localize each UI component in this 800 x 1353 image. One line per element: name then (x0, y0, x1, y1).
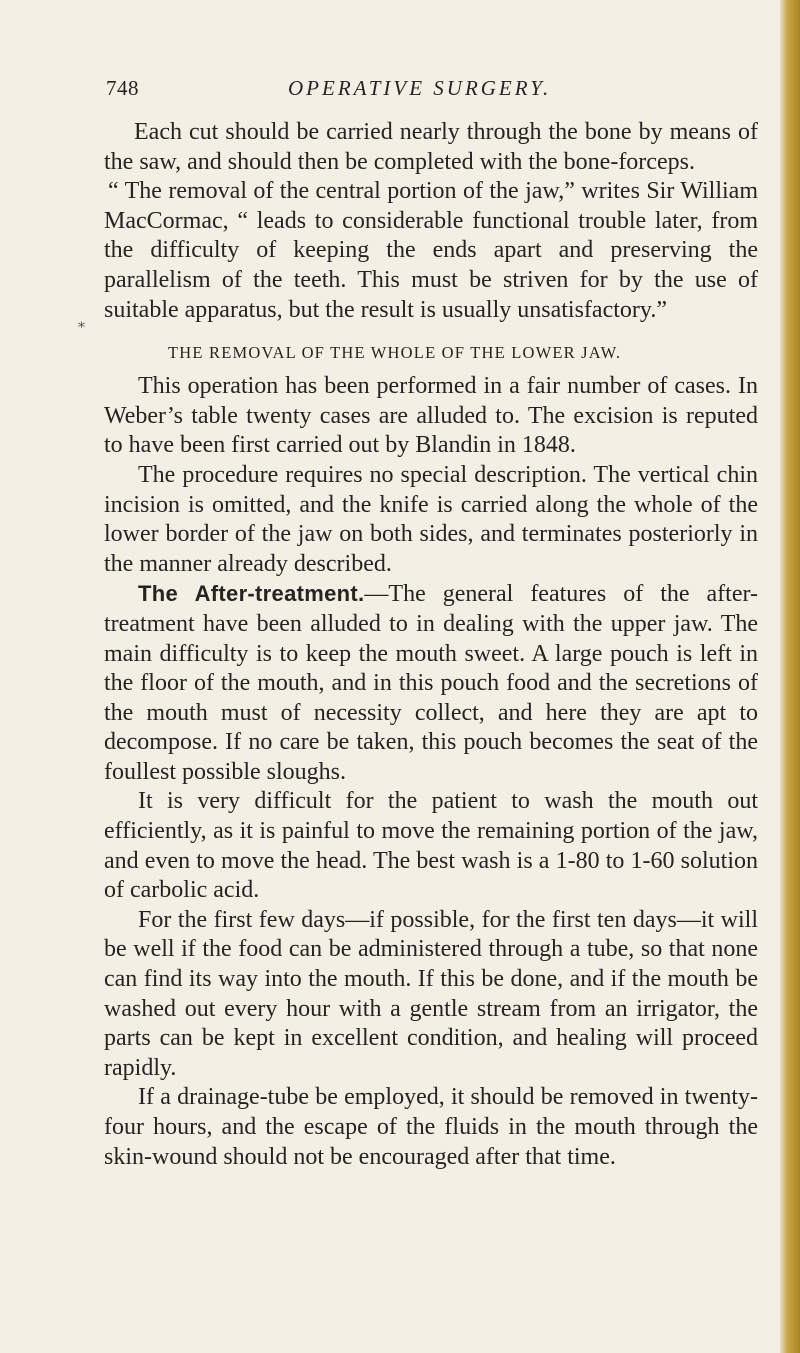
running-head (106, 76, 760, 106)
after-treatment-text: —The general features of the after-treatment have been alluded to in dealing with the upper jaw. The main difficulty is to keep the mouth sweet. A large pouch is left in the floor of the mouth, and in this pouch food and the secretions of the mouth must of necessity collect, and here they are apt to decompose. If no care be taken, this pouch becomes the seat of the foullest possible sloughs. (104, 581, 758, 785)
running-title: OPERATIVE SURGERY. (288, 76, 552, 100)
section-heading: THE REMOVAL OF THE WHOLE OF THE LOWER JAW. (168, 343, 622, 363)
paragraph-after-treatment (104, 579, 758, 787)
body-text (104, 118, 758, 1172)
paragraph-bone-cut: Each cut should be carried nearly through the bone by means of the saw, and should then be completed with the bone-forceps. (104, 119, 758, 175)
page-number: 748 (106, 76, 139, 100)
paragraph-procedure: The procedure requires no special description. The vertical chin incision is omitted, and the knife is carried along the whole of the lower border of the jaw on both sides, and terminates posteriorly in the manner already described. (104, 461, 758, 577)
paragraph-feeding: For the first few days—if possible, for the first ten days—it will be well if the food can be administered through a tube, so that none can find its way into the mouth. If this be done, and if the mouth be washed out every hour with a gentle stream from an irrigator, the parts can be kept in excellent condition, and healing will proceed rapidly. (104, 906, 758, 1081)
paragraph-drainage: If a drainage-tube be employed, it should be removed in twenty-four hours, and the escape of the fluids in the mouth through the skin-wound should not be encouraged after that time. (104, 1084, 758, 1170)
margin-star-mark: * (78, 320, 85, 336)
paragraph-operation-history: This operation has been performed in a fair number of cases. In Weber’s table twenty cases are alluded to. The excision is reputed to have been first carried out by Blandin in 1848. (104, 373, 758, 459)
page-edge (780, 0, 800, 1353)
after-treatment-heading: The After-treatment. (138, 581, 365, 607)
paragraph-maccormac-quote: “ The removal of the central portion of the jaw,” writes Sir William MacCormac, “ leads to considerable functional trouble later, from the difficulty of keeping the ends apart and preserving the parallelism of the teeth. This must be striven for by the use of suitable apparatus, but the result is usually unsatisfactory.” (104, 178, 758, 323)
paragraph-mouth-wash: It is very difficult for the patient to wash the mouth out efficiently, as it is painful to move the remaining portion of the jaw, and even to move the head. The best wash is a 1-80 to 1-60 solution of carbolic acid. (104, 788, 758, 904)
